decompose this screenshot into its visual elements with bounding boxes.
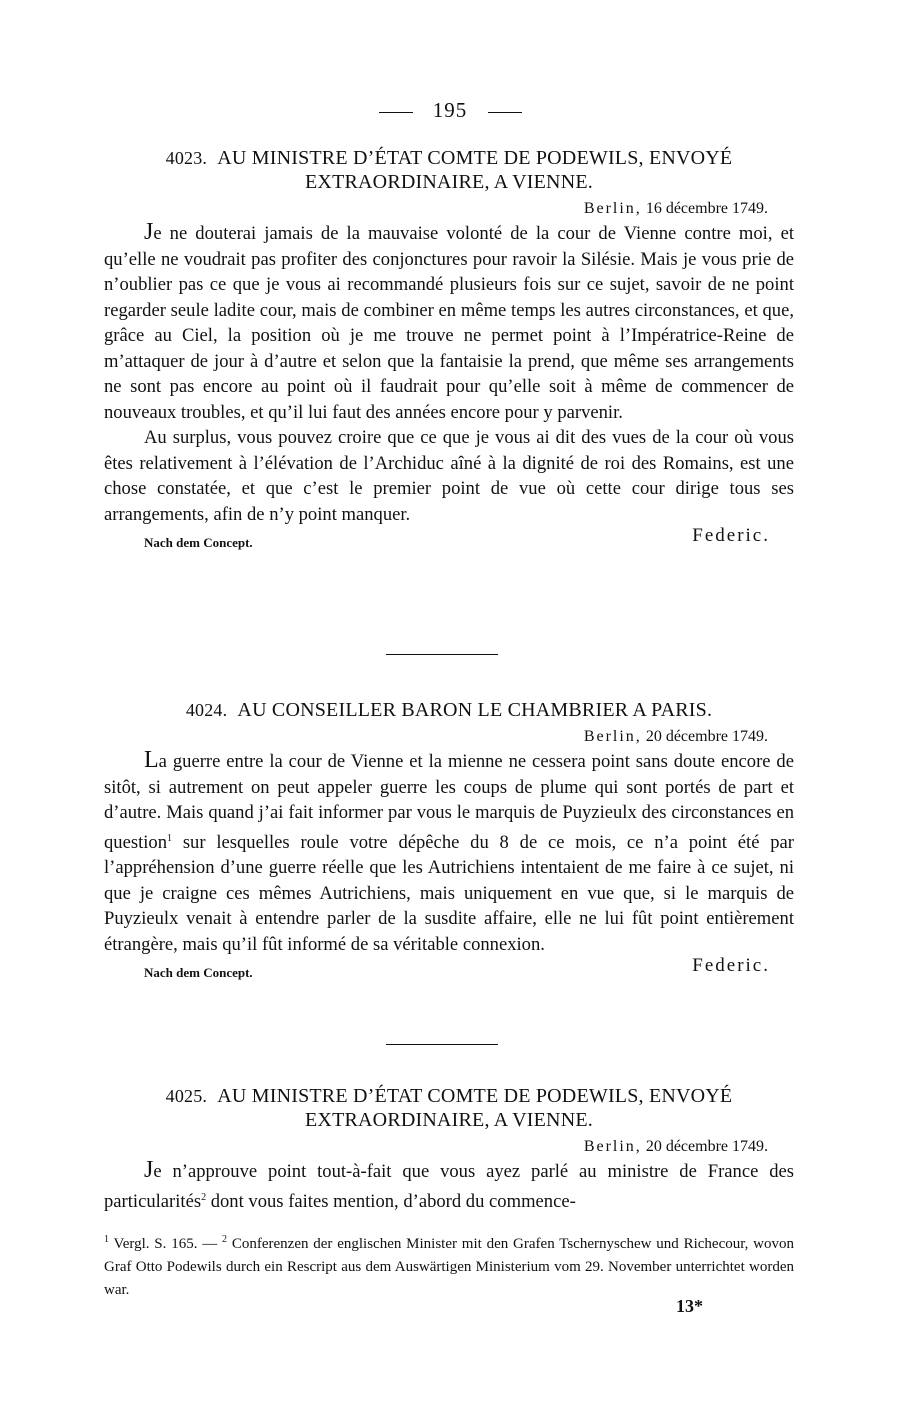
header-dash-left <box>379 112 413 113</box>
letter-title-line2: EXTRAORDINAIRE, A VIENNE. <box>305 171 593 193</box>
section-divider <box>386 654 498 655</box>
signature: Federic. <box>692 525 770 546</box>
letter-title <box>104 146 794 194</box>
footnote-text: Vergl. S. 165. — <box>109 1236 223 1252</box>
footnote-marker: 2 <box>222 1234 228 1245</box>
page-header <box>0 98 900 123</box>
letter-paragraph <box>104 1158 794 1214</box>
footnote-ref: 2 <box>201 1191 207 1203</box>
letter-title-line2: EXTRAORDINAIRE, A VIENNE. <box>305 1109 593 1131</box>
letter-4024 <box>104 698 794 985</box>
footnote-ref: 1 <box>167 832 173 844</box>
letter-place: Berlin, <box>583 728 642 745</box>
letter-date: 16 décembre 1749. <box>645 200 768 217</box>
letter-paragraph <box>104 748 794 957</box>
letter-title-line1: AU CONSEILLER BARON LE CHAMBRIER A PARIS. <box>237 699 713 721</box>
letter-number: 4023. <box>165 148 208 168</box>
signature: Federic. <box>692 955 770 977</box>
letter-paragraph <box>104 220 794 425</box>
footnotes <box>104 1228 794 1302</box>
page-number: 195 <box>432 98 468 122</box>
letter-number: 4025. <box>165 1086 208 1106</box>
footnote-marker: 1 <box>104 1234 109 1245</box>
paragraph-text-rest: sur lesquelles roule votre dépêche du 8 de ce mois, ce n’a point été par l’appréhension d’une guerre réelle que les Autrichiens intentaient de me faire à ce sujet, ni que je craigne ces mêmes Autrichiens, mais uniquement en vue que, si le marquis de Puyzieulx venait à entendre parler de la susdite affaire, elle ne lui fût point entièrement étrangère, mais qu’il fût informé de sa véritable connexion. <box>104 831 794 955</box>
letter-title <box>104 1084 794 1132</box>
header-dash-right <box>488 112 522 113</box>
letter-paragraph <box>104 425 794 527</box>
paragraph-text-rest: dont vous faites mention, d’abord du commence- <box>206 1190 576 1212</box>
source-note: Nach dem Concept. <box>144 535 253 550</box>
paragraph-text: Au surplus, vous pouvez croire que ce que je vous ai dit des vues de la cour où vous êtes relativement à l’élévation de l’Archiduc aîné à la dignité de roi des Romains, est une chose constatée, et que c’est le premier point de vue où cette cour dirige tous ses arrangements, afin de n’y point manquer. <box>104 427 794 525</box>
letter-dateline <box>104 198 794 220</box>
paragraph-text: e ne douterai jamais de la mauvaise volonté de la cour de Vienne contre moi, et qu’elle ne voudrait pas profiter des conjonctures pour ravoir la Silésie. Mais je vous prie de n’oublier pas ce que je vous ai recommandé plusieurs fois sur ce sujet, savoir de ne point regarder seule ladite cour, mais de combiner en même temps les autres circonstances, et que, grâce au Ciel, la position où je me trouve ne permet point à l’Impératrice-Reine de m’attaquer de jour à d’autre et selon que la fantaisie la prend, que même ses arrangements ne sont pas encore au point où il faudrait pour qu’elle soit à même de commencer de nouveaux troubles, et qu’il lui faut des années encore pour y parvenir. <box>104 223 794 423</box>
source-note: Nach dem Concept. <box>144 965 253 981</box>
letter-title-line1: AU MINISTRE D’ÉTAT COMTE DE PODEWILS, ENVOYÉ <box>217 147 733 169</box>
letter-title <box>104 698 794 722</box>
letter-place: Berlin, <box>583 200 642 217</box>
section-divider <box>386 1044 498 1045</box>
letter-dateline <box>104 1136 794 1158</box>
drop-letter: J <box>144 219 154 245</box>
letter-title-line1: AU MINISTRE D’ÉTAT COMTE DE PODEWILS, ENVOYÉ <box>217 1085 733 1107</box>
letter-place: Berlin, <box>583 1138 642 1155</box>
drop-letter: J <box>144 1157 154 1183</box>
letter-signoff <box>104 527 794 555</box>
printer-signature-mark: 13* <box>676 1296 703 1316</box>
footnote-text: Conferenzen der englischen Minister mit den Grafen Tschernyschew und Richecour, wovon Graf Otto Podewils durch ein Rescript aus dem Auswärtigen Ministerium vom 29. November unterrichtet worden war. <box>104 1236 794 1298</box>
letter-number: 4024. <box>185 700 228 720</box>
paragraph-text: a guerre entre la cour de Vienne et la mienne ne cessera point sans doute encore de sitôt, si autrement on peut appeler guerre les coups de plume qui sont portés de part et d’autre. Mais quand j’ai fait informer par vous le marquis de Puyzieulx des circonstances en question <box>104 751 794 853</box>
letter-signoff <box>104 957 794 985</box>
drop-letter: L <box>144 747 159 773</box>
letter-4023 <box>104 146 794 555</box>
paragraph-text: e n’approuve point tout-à-fait que vous ayez parlé au ministre de France des particularités <box>104 1161 794 1212</box>
letter-4025 <box>104 1084 794 1214</box>
letter-dateline <box>104 726 794 748</box>
letter-date: 20 décembre 1749. <box>645 728 768 745</box>
letter-date: 20 décembre 1749. <box>645 1138 768 1155</box>
